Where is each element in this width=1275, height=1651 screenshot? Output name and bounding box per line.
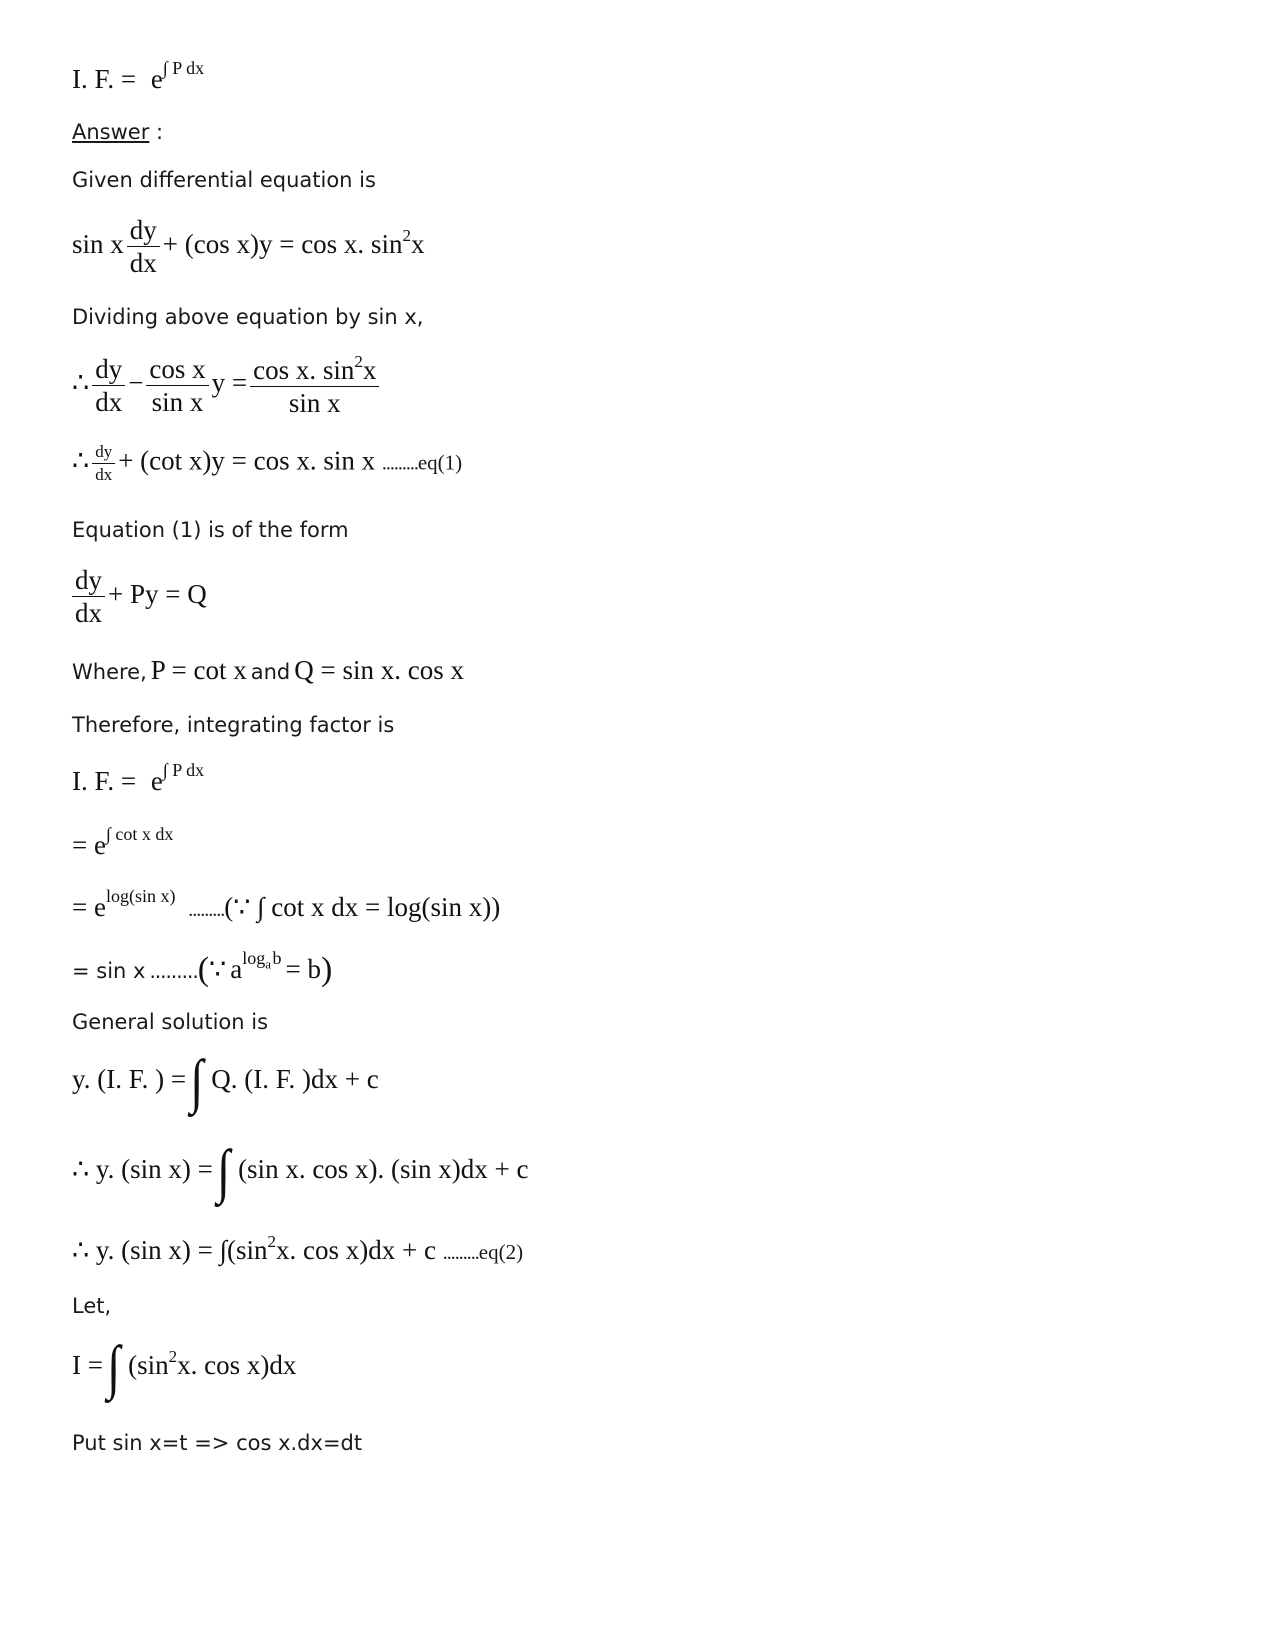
divided-equation: ∴ $\frac{dy}{dx}$ − $\frac{\text{cos x}}{\text{sin x}}$ y = $\frac{\cos x. \sin^2x}{\text{sin x}}$ [72, 353, 382, 418]
equation-1: ∴ $\frac{dy}{dx}$ + (cot x)y = cos x. sin x .........eq(1) [72, 442, 463, 484]
answer-heading: Answer : [72, 120, 164, 144]
integral-sign: ∫ [106, 1334, 121, 1401]
if-formula-top: I. F. = $e^{\int P dx}$ [72, 58, 205, 94]
if-exponent: ∫ P dx [162, 58, 205, 78]
form-text: Equation (1) is of the form [72, 518, 349, 542]
if-step-3: = sin x .........(∵ alog$_a$ b = b) [72, 948, 333, 988]
if-step-1: = $e^{\int cot x dx}$ [72, 824, 174, 860]
where-line: Where, P = cot x and Q = sin x. cos x [72, 655, 464, 685]
log-exponent: $\log_a$ b [242, 948, 282, 972]
general-solution-2: ∴ y. (sin x) =∫ (sin x. cos x). (sin x)dx + c [72, 1138, 529, 1205]
general-solution-1: y. (I. F. ) =∫ Q. (I. F. )dx + c [72, 1048, 379, 1115]
therefore-text: Therefore, integrating factor is [72, 713, 395, 737]
fraction-dy-dx: $\frac{dy}{dx}$ [72, 566, 105, 628]
fraction-dy-dx-small: $\frac{dy}{dx}$ [92, 443, 115, 484]
fraction-dy-dx: $\frac{dy}{dx}$ [127, 216, 160, 278]
equation-ref-2: eq(2) [478, 1240, 524, 1264]
let-text: Let, [72, 1294, 112, 1318]
fraction-dy-dx: $\frac{dy}{dx}$ [92, 355, 125, 417]
dividing-text: Dividing above equation by sin x, [72, 305, 424, 329]
fraction-rhs: $\frac{\cos x. \sin^2x}{\text{sin x}}$ [250, 353, 379, 418]
fraction-cos-sin: $\frac{\text{cos x}}{\text{sin x}}$ [146, 355, 208, 417]
given-text: Given differential equation is [72, 168, 376, 192]
integral-sign: ∫ [190, 1048, 204, 1115]
given-equation: sin x $\frac{dy}{dx}$ + (cos x)y = cos x. $\sin^2x$ [72, 215, 425, 279]
answer-label: Answer [72, 120, 150, 144]
let-equation: I =∫ ($\sin^2x$. cos x)dx [72, 1334, 297, 1401]
if-step-2: = $e^{log(sin x)}$ .........(∵ ∫ cot x dx = log(sin x)) [72, 886, 501, 922]
linear-form-equation: $\frac{dy}{dx}$ + Py = Q [72, 566, 207, 628]
integral-sign: ∫ [216, 1138, 231, 1205]
equation-ref-1: eq(1) [417, 450, 463, 475]
equation-2: ∴ y. (sin $x) = \int(\sin^2x$. cos x)dx + c .........eq(2) [72, 1232, 524, 1265]
put-text: Put sin x=t => cos x.dx=dt [72, 1431, 363, 1455]
general-text: General solution is [72, 1010, 269, 1034]
if-formula: I. F. = $e^{\int P dx}$ [72, 760, 205, 796]
